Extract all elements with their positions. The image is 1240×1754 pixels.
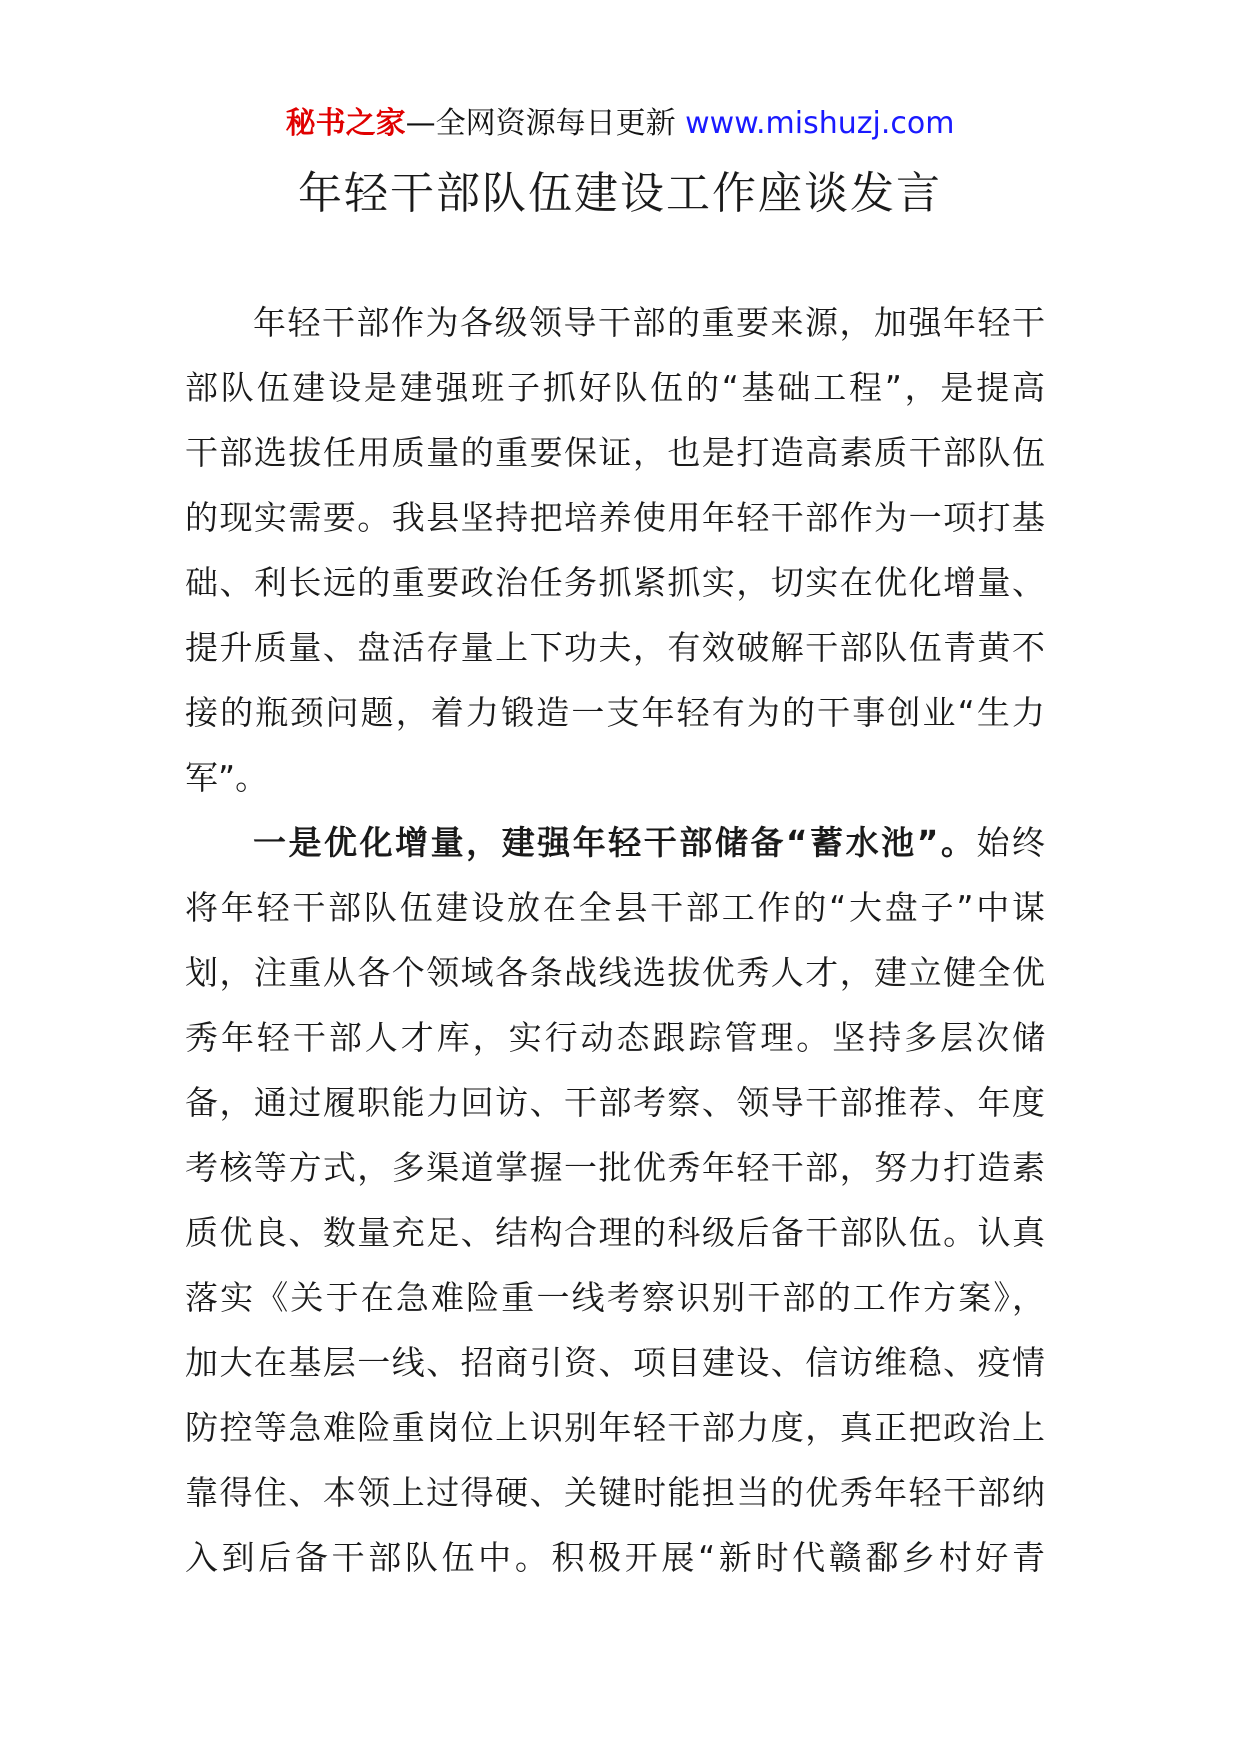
paragraph-line: 础、利长远的重要政治任务抓紧抓实，切实在优化增量、 — [185, 563, 1045, 602]
paragraph-line: 落实《关于在急难险重一线考察识别干部的工作方案》， — [185, 1278, 1045, 1317]
paragraph-line: 秀年轻干部人才库，实行动态跟踪管理。坚持多层次储 — [185, 1018, 1045, 1057]
paragraph-line: 靠得住、本领上过得硬、关键时能担当的优秀年轻干部纳 — [185, 1473, 1045, 1512]
paragraph-line: 接的瓶颈问题，着力锻造一支年轻有为的干事创业“生力 — [185, 693, 1045, 732]
paragraph-line: 干部选拔任用质量的重要保证，也是打造高素质干部队伍 — [185, 433, 1045, 472]
paragraph-line: 的现实需要。我县坚持把培养使用年轻干部作为一项打基 — [185, 498, 1045, 537]
section-heading: 一是优化增量，建强年轻干部储备“蓄水池”。 — [253, 823, 977, 862]
paragraph-optimize-increment — [185, 810, 1045, 1590]
paragraph-intro — [185, 290, 1045, 810]
paragraph-line: 质优良、数量充足、结构合理的科级后备干部队伍。认真 — [185, 1213, 1045, 1252]
paragraph-line: 军”。 — [185, 758, 269, 797]
paragraph-line: 提升质量、盘活存量上下功夫，有效破解干部队伍青黄不 — [185, 628, 1045, 667]
site-header — [0, 100, 1240, 148]
paragraph-line: 防控等急难险重岗位上识别年轻干部力度，真正把政治上 — [185, 1408, 1045, 1447]
brand-name: 秘书之家 — [285, 106, 406, 141]
paragraph-text: 始终 — [976, 823, 1045, 862]
document-title: 年轻干部队伍建设工作座谈发言 — [298, 168, 942, 219]
paragraph-line — [185, 810, 1045, 875]
paragraph-line: 将年轻干部队伍建设放在全县干部工作的“大盘子”中谋 — [185, 888, 1045, 927]
paragraph-line: 部队伍建设是建强班子抓好队伍的“基础工程”，是提高 — [185, 368, 1045, 407]
paragraph-line: 考核等方式，多渠道掌握一批优秀年轻干部，努力打造素 — [185, 1148, 1045, 1187]
header-tagline: —全网资源每日更新 — [405, 106, 686, 141]
paragraph-line: 加大在基层一线、招商引资、项目建设、信访维稳、疫情 — [185, 1343, 1045, 1382]
paragraph-line: 划，注重从各个领域各条战线选拔优秀人才，建立健全优 — [185, 953, 1045, 992]
paragraph-line: 入到后备干部队伍中。积极开展“新时代赣鄱乡村好青 — [185, 1538, 1045, 1577]
paragraph-line: 备，通过履职能力回访、干部考察、领导干部推荐、年度 — [185, 1083, 1045, 1122]
site-url-link[interactable]: www.mishuzj.com — [685, 106, 955, 141]
paragraph-line: 年轻干部作为各级领导干部的重要来源，加强年轻干 — [253, 303, 1045, 342]
document-body — [185, 290, 1045, 1590]
